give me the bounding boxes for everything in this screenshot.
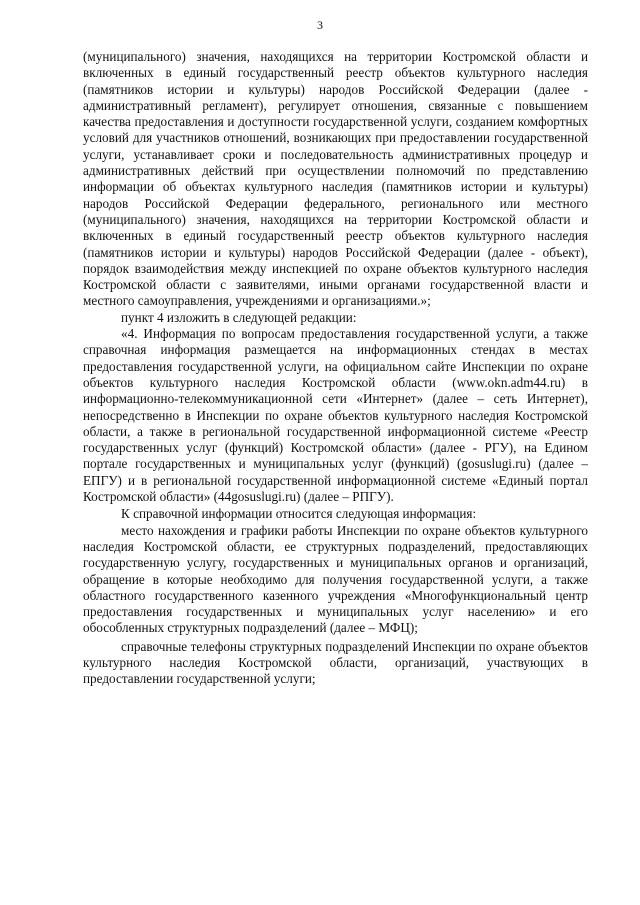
paragraph-reference-info-intro: К справочной информации относится следующая информация:	[121, 506, 477, 522]
list-item-reference-phones: справочные телефоны структурных подразделений Инспекции по охране объектов культурного наследия Костромской области, организаций, участвующих в предоставлении государственной услуги;	[83, 638, 588, 687]
paragraph-regulation-scope: (муниципального) значения, находящихся на территории Костромской области и включенных в единый государственный реестр объектов культурного наследия (памятников истории и культуры) народов Российской Федерации (далее - административный регламент), регулирует отношения, связанные с повышением качества предоставления и доступности государственной услуги, созданием комфортных условий для участников отношений, возникающих при предоставлении государственной услуги, устанавливает сроки и последовательность административных процедур и административных действий при осуществлении полномочий по представлению информации об объектах культурного наследия (памятников истории и культуры) народов Российской Федерации федерального, регионального или местного (муниципального) значения, находящихся на территории Костромской области и включенных в единый государственный реестр объектов культурного наследия (памятников истории и культуры) народов Российской Федерации (далее - объект), порядок взаимодействия между инспекцией по охране объектов культурного наследия Костромской области с заявителями, иными органами государственной власти и местного самоуправления, учреждениями и организациями.»;	[83, 49, 588, 309]
paragraph-item-4: «4. Информация по вопросам предоставления государственной услуги, а также справочная информация размещается на информационных стендах в местах предоставления государственной услуги, на официальном сайте Инспекции по охране объектов культурного наследия Костромской области (www.okn.adm44.ru) в информационно-телекоммуникационной сети «Интернет» (далее – сеть Интернет), непосредственно в Инспекции по охране объектов культурного наследия Костромской области, а также в региональной государственной информационной системе «Реестр государственных услуг (функций) Костромской области» (далее - РГУ), на Едином портале государственных и муниципальных услуг (функций) (gosuslugi.ru) (далее – ЕПГУ) и в региональной государственной информационной системе «Единый портал Костромской области» (44gosuslugi.ru) (далее – РПГУ).	[83, 326, 588, 505]
paragraph-amendment-instruction: пункт 4 изложить в следующей редакции:	[121, 309, 357, 325]
document-body	[83, 49, 588, 688]
page-number: 3	[317, 18, 323, 32]
list-item-location-schedules: место нахождения и графики работы Инспекции по охране объектов культурного наследия Костромской области, ее структурных подразделений, предоставляющих государственную услугу, государственных и муниципальных органов и организаций, обращение в которые необходимо для получения государственной услуги, а также областного государственного казенного учреждения «Многофункциональный центр предоставления государственных и муниципальных услуг населению» и его обособленных структурных подразделений (далее – МФЦ);	[83, 522, 588, 636]
